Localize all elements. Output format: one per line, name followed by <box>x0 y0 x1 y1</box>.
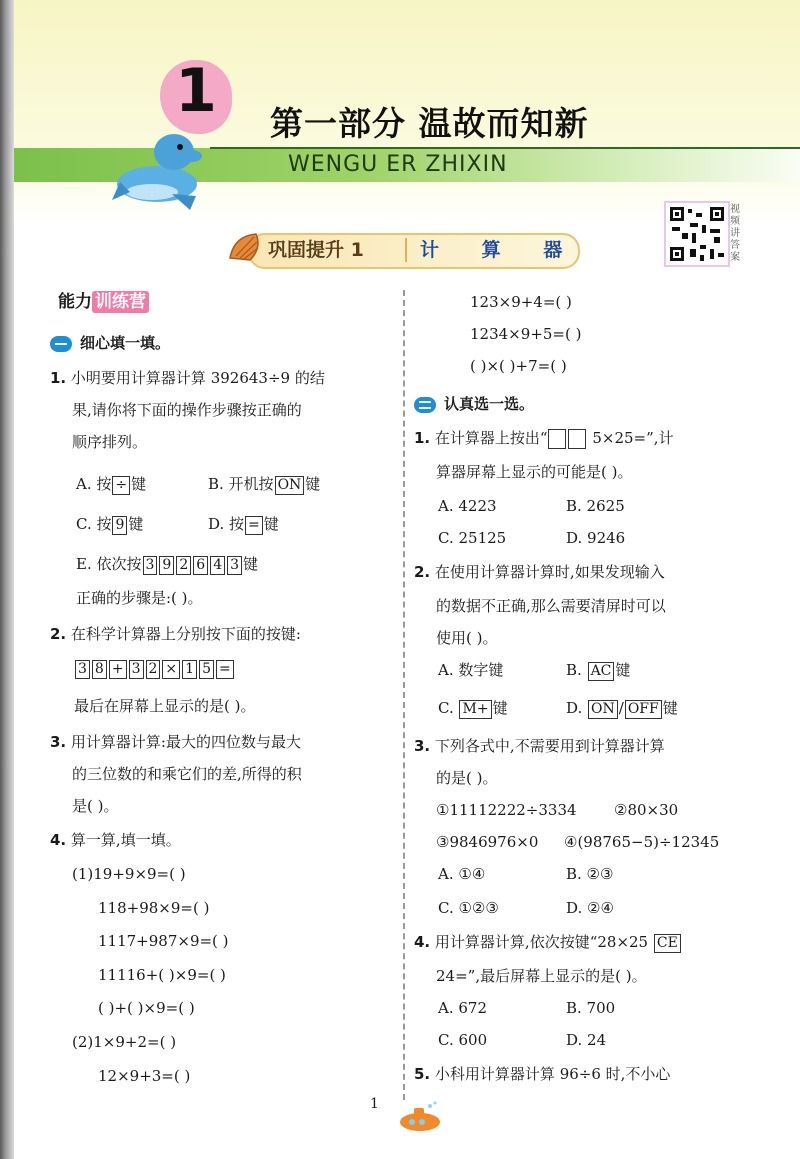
section-banner-divider <box>405 238 407 262</box>
off-key: OFF <box>625 700 662 719</box>
number-one-icon <box>50 336 72 352</box>
group-heading-2: 认真选一选。 <box>414 393 534 414</box>
column-divider <box>403 290 405 1100</box>
q2-answer-line: 最后在屏幕上显示的是( )。 <box>74 697 256 715</box>
qr-code-label: 视频讲答案 <box>730 204 740 263</box>
choice-1-option-b: B. 2625 <box>566 497 625 515</box>
submarine-icon <box>396 1100 444 1134</box>
q1-option-b: B. 开机按 ON 键 <box>208 475 321 493</box>
on-key: ON <box>275 476 305 495</box>
choice-3-option-d: D. ②④ <box>566 899 614 917</box>
choice-1-option-a: A. 4223 <box>438 497 497 515</box>
q4-expression: 118+98×9=( ) <box>98 899 210 917</box>
choice-3-expression: ④(98765−5)÷12345 <box>564 833 720 851</box>
q2-key-sequence: 3 8 + 3 2 × 1 5 = <box>74 658 235 679</box>
part-title: 第一部分 温故而知新 <box>270 104 589 143</box>
choice-4-line-1: 4. 用计算器计算,依次按键“28×25 CE <box>414 932 682 953</box>
part-title-pinyin: WENGU ER ZHIXIN <box>288 152 508 177</box>
divide-key: ÷ <box>112 476 130 495</box>
question-1-line-1: 1. 小明要用计算器计算 392643÷9 的结 <box>50 369 325 387</box>
q4-continued-expression: ( )×( )+7=( ) <box>470 357 567 375</box>
equals-key: = <box>245 516 263 535</box>
on-key: ON <box>588 700 618 719</box>
q4-expression: 12×9+3=( ) <box>98 1067 191 1085</box>
choice-2-line-2: 的数据不正确,那么需要清屏时可以 <box>436 597 666 615</box>
ac-key: AC <box>588 662 615 681</box>
choice-4-option-d: D. 24 <box>566 1031 607 1049</box>
question-3-line-1: 3. 用计算器计算:最大的四位数与最大 <box>50 733 301 751</box>
choice-2-line-1: 2. 在使用计算器计算时,如果发现输入 <box>414 563 665 581</box>
choice-3-expression: ①11112222÷3334 <box>436 801 577 819</box>
q4-expression: (2)1×9+2=( ) <box>72 1033 177 1051</box>
q4-expression: 1117+987×9=( ) <box>98 932 229 950</box>
choice-4-option-b: B. 700 <box>566 999 616 1017</box>
question-2-line-1: 2. 在科学计算器上分别按下面的按键: <box>50 625 301 643</box>
title-underline <box>210 147 800 149</box>
q4-expression: ( )+( )×9=( ) <box>98 999 195 1017</box>
shell-icon <box>226 228 266 268</box>
sea-lion-mascot-icon <box>112 122 214 214</box>
choice-2-option-d: D. ON / OFF 键 <box>566 699 678 717</box>
question-1-line-3: 顺序排列。 <box>72 433 148 451</box>
question-4-line-1: 4. 算一算,填一填。 <box>50 831 181 849</box>
q1-option-e: E. 依次按 3 9 2 6 4 3 键 <box>76 555 259 573</box>
choice-4-line-2: 24=”,最后屏幕上显示的是( )。 <box>436 967 647 985</box>
ability-label: 能力 <box>58 292 92 312</box>
choice-4-option-a: A. 672 <box>438 999 487 1017</box>
part-number: 1 <box>175 56 217 126</box>
q4-continued-expression: 1234×9+5=( ) <box>470 325 582 343</box>
choice-1-option-d: D. 9246 <box>566 529 626 547</box>
question-3-line-2: 的三位数的和乘它们的差,所得的积 <box>72 765 302 783</box>
choice-3-option-b: B. ②③ <box>566 865 614 883</box>
q1-option-a: A. 按 ÷ 键 <box>76 475 147 493</box>
choice-2-line-3: 使用( )。 <box>436 629 498 647</box>
choice-3-line-2: 的是( )。 <box>436 769 498 787</box>
ability-camp-heading <box>58 287 149 313</box>
choice-4-option-c: C. 600 <box>438 1031 488 1049</box>
choice-1-option-c: C. 25125 <box>438 529 507 547</box>
m-plus-key: M+ <box>459 700 491 719</box>
book-spine <box>0 0 14 1159</box>
ce-key: CE <box>654 934 681 953</box>
section-name: 巩固提升 1 <box>268 239 364 261</box>
choice-2-option-c: C. M+ 键 <box>438 699 508 717</box>
group-heading-1: 细心填一填。 <box>50 332 170 353</box>
q1-option-c: C. 按 9 键 <box>76 515 144 533</box>
training-camp-label: 训练营 <box>92 291 149 313</box>
nine-key: 9 <box>112 516 127 535</box>
question-3-line-3: 是( )。 <box>72 797 119 815</box>
choice-3-expression: ②80×30 <box>614 801 679 819</box>
q4-expression: (1)19+9×9=( ) <box>72 865 186 883</box>
blank-key-box <box>568 429 586 449</box>
question-1-line-2: 果,请你将下面的操作步骤按正确的 <box>72 401 302 419</box>
q1-answer-line: 正确的步骤是:( )。 <box>76 589 203 607</box>
choice-5-line-1: 5. 小科用计算器计算 96÷6 时,不小心 <box>414 1065 671 1083</box>
choice-1-line-2: 算器屏幕上显示的可能是( )。 <box>436 463 633 481</box>
q4-continued-expression: 123×9+4=( ) <box>470 293 572 311</box>
choice-3-option-c: C. ①②③ <box>438 899 499 917</box>
choice-1-line-1: 1. 在计算器上按出“ 5×25=”,计 <box>414 429 674 447</box>
section-topic: 计 算 器 <box>420 239 581 261</box>
choice-3-expression: ③9846976×0 <box>436 833 539 851</box>
q4-expression: 11116+( )×9=( ) <box>98 966 226 984</box>
q1-option-d: D. 按 = 键 <box>208 515 279 533</box>
blank-key-box <box>548 429 566 449</box>
qr-code-icon[interactable] <box>664 201 730 267</box>
choice-2-option-a: A. 数字键 <box>438 661 504 679</box>
choice-2-option-b: B. AC 键 <box>566 661 631 679</box>
choice-3-line-1: 3. 下列各式中,不需要用到计算器计算 <box>414 737 665 755</box>
page-number: 1 <box>370 1096 379 1112</box>
number-two-icon <box>414 397 436 413</box>
choice-3-option-a: A. ①④ <box>438 865 486 883</box>
